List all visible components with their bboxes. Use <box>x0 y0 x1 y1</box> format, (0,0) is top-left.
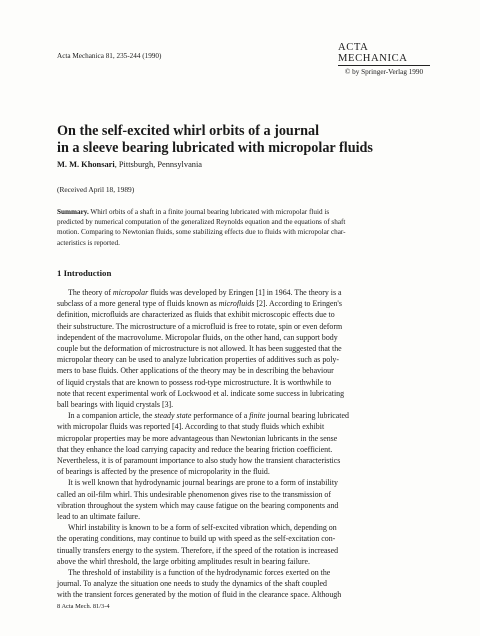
body-line: called an oil-film whirl. This undesirable phenomenon gives rise to the transmission of <box>57 489 331 499</box>
body-line: their substructure. The microstructure of a microfluid is free to rotate, spin or even deform <box>57 321 343 331</box>
body-line: with micropolar fluids was reported [4]. According to that study fluids which exhibit <box>57 422 325 432</box>
body-line: Whirl instability is known to be a form of self-excited vibration which, depending on <box>68 523 337 533</box>
body-text <box>57 287 437 601</box>
body-line: vibration throughout the system which may cause fatigue on the bearing components and <box>57 500 339 510</box>
body-line: that they enhance the load carrying capacity and reduce the bearing friction coefficient. <box>57 444 333 454</box>
page-footer: 8 Acta Mech. 81/3-4 <box>57 603 110 610</box>
received-date: (Received April 18, 1989) <box>57 185 135 194</box>
body-line: with the transient forces generated by the motion of fluid in the clearance space. Although <box>57 590 342 600</box>
title-line: in a sleeve bearing lubricated with micropolar fluids <box>57 140 373 156</box>
copyright-line: © by Springer-Verlag 1990 <box>344 68 424 76</box>
abstract-line: motion. Comparing to Newtonian fluids, some stabilizing effects due to fluids with micropolar char- <box>57 228 346 237</box>
article-title <box>57 123 437 157</box>
body-line: journal. To analyze the situation one needs to study the dynamics of the shaft coupled <box>57 579 327 589</box>
author-line <box>57 160 202 169</box>
body-line: independent of the macrovolume. Micropolar fluids, on the other hand, can support body <box>57 332 338 342</box>
abstract-line: predicted by numerical computation of the generalized Reynolds equation and the equations of shaft <box>57 218 346 227</box>
title-line: On the self-excited whirl orbits of a journal <box>57 123 320 139</box>
body-line: of liquid crystals that are known to possess rod-type microstructure. It is worthwhile to <box>57 377 332 387</box>
masthead-rule <box>338 65 430 66</box>
body-line: couple but the deformation of microstructure is not allowed. It has been suggested that the <box>57 344 342 354</box>
body-line: It is well known that hydrodynamic journal bearings are prone to a form of instability <box>68 478 338 488</box>
body-line: The threshold of instability is a function of the hydrodynamic forces exerted on the <box>68 568 331 578</box>
body-line: The theory of micropolar fluids was developed by Eringen [1] in 1964. The theory is a <box>68 288 342 297</box>
body-line: tinually transfers energy to the system. Therefore, if the speed of the rotation is increased <box>57 545 339 555</box>
section-heading: 1 Introduction <box>57 268 112 278</box>
author-name: M. M. Khonsari <box>57 160 115 169</box>
body-line: Nevertheless, it is of paramount importance to also study how the transient characteristics <box>57 456 341 466</box>
body-line: the operating conditions, may continue to build up with speed as the self-excitation con- <box>57 534 336 544</box>
body-line: micropolar theory can be used to analyze lubrication properties of additives such as poly- <box>57 355 339 365</box>
body-line: ball bearings with liquid crystals [3]. <box>57 400 174 410</box>
body-line: definition, microfluids are characterized as fluids that exhibit microscopic effects due to <box>57 310 335 320</box>
abstract-line: acteristics is reported. <box>57 238 120 247</box>
abstract-text: Whirl orbits of a shaft in a finite journal bearing lubricated with micropolar fluid is <box>88 208 330 216</box>
journal-name: ACTA MECHANICA <box>338 42 408 64</box>
body-line: note that recent experimental work of Lockwood et al. indicate some success in lubricating <box>57 388 345 398</box>
body-line: lead to an ultimate failure. <box>57 512 141 522</box>
author-affiliation: , Pittsburgh, Pennsylvania <box>114 160 203 169</box>
body-line: of bearings is affected by the presence of micropolarity in the fluid. <box>57 467 270 477</box>
body-line: mers to base fluids. Other applications of the theory may be in describing the behaviour <box>57 366 334 376</box>
body-line: micropolar properties may be more advantageous than Newtonian lubricants in the sense <box>57 433 338 443</box>
journal-masthead <box>338 42 430 76</box>
body-line: In a companion article, the steady state performance of a finite journal bearing lubricated <box>68 411 349 421</box>
abstract-line <box>57 207 437 217</box>
citation-line: Acta Mechanica 81, 235-244 (1990) <box>57 52 162 60</box>
abstract <box>57 207 437 248</box>
body-line: above the whirl threshold, the large orbiting amplitudes result in bearing failure. <box>57 556 310 566</box>
abstract-lead: Summary. <box>57 208 89 216</box>
body-line: subclass of a more general type of fluids known as microfluids [2]. According to Eringen's <box>57 299 342 309</box>
